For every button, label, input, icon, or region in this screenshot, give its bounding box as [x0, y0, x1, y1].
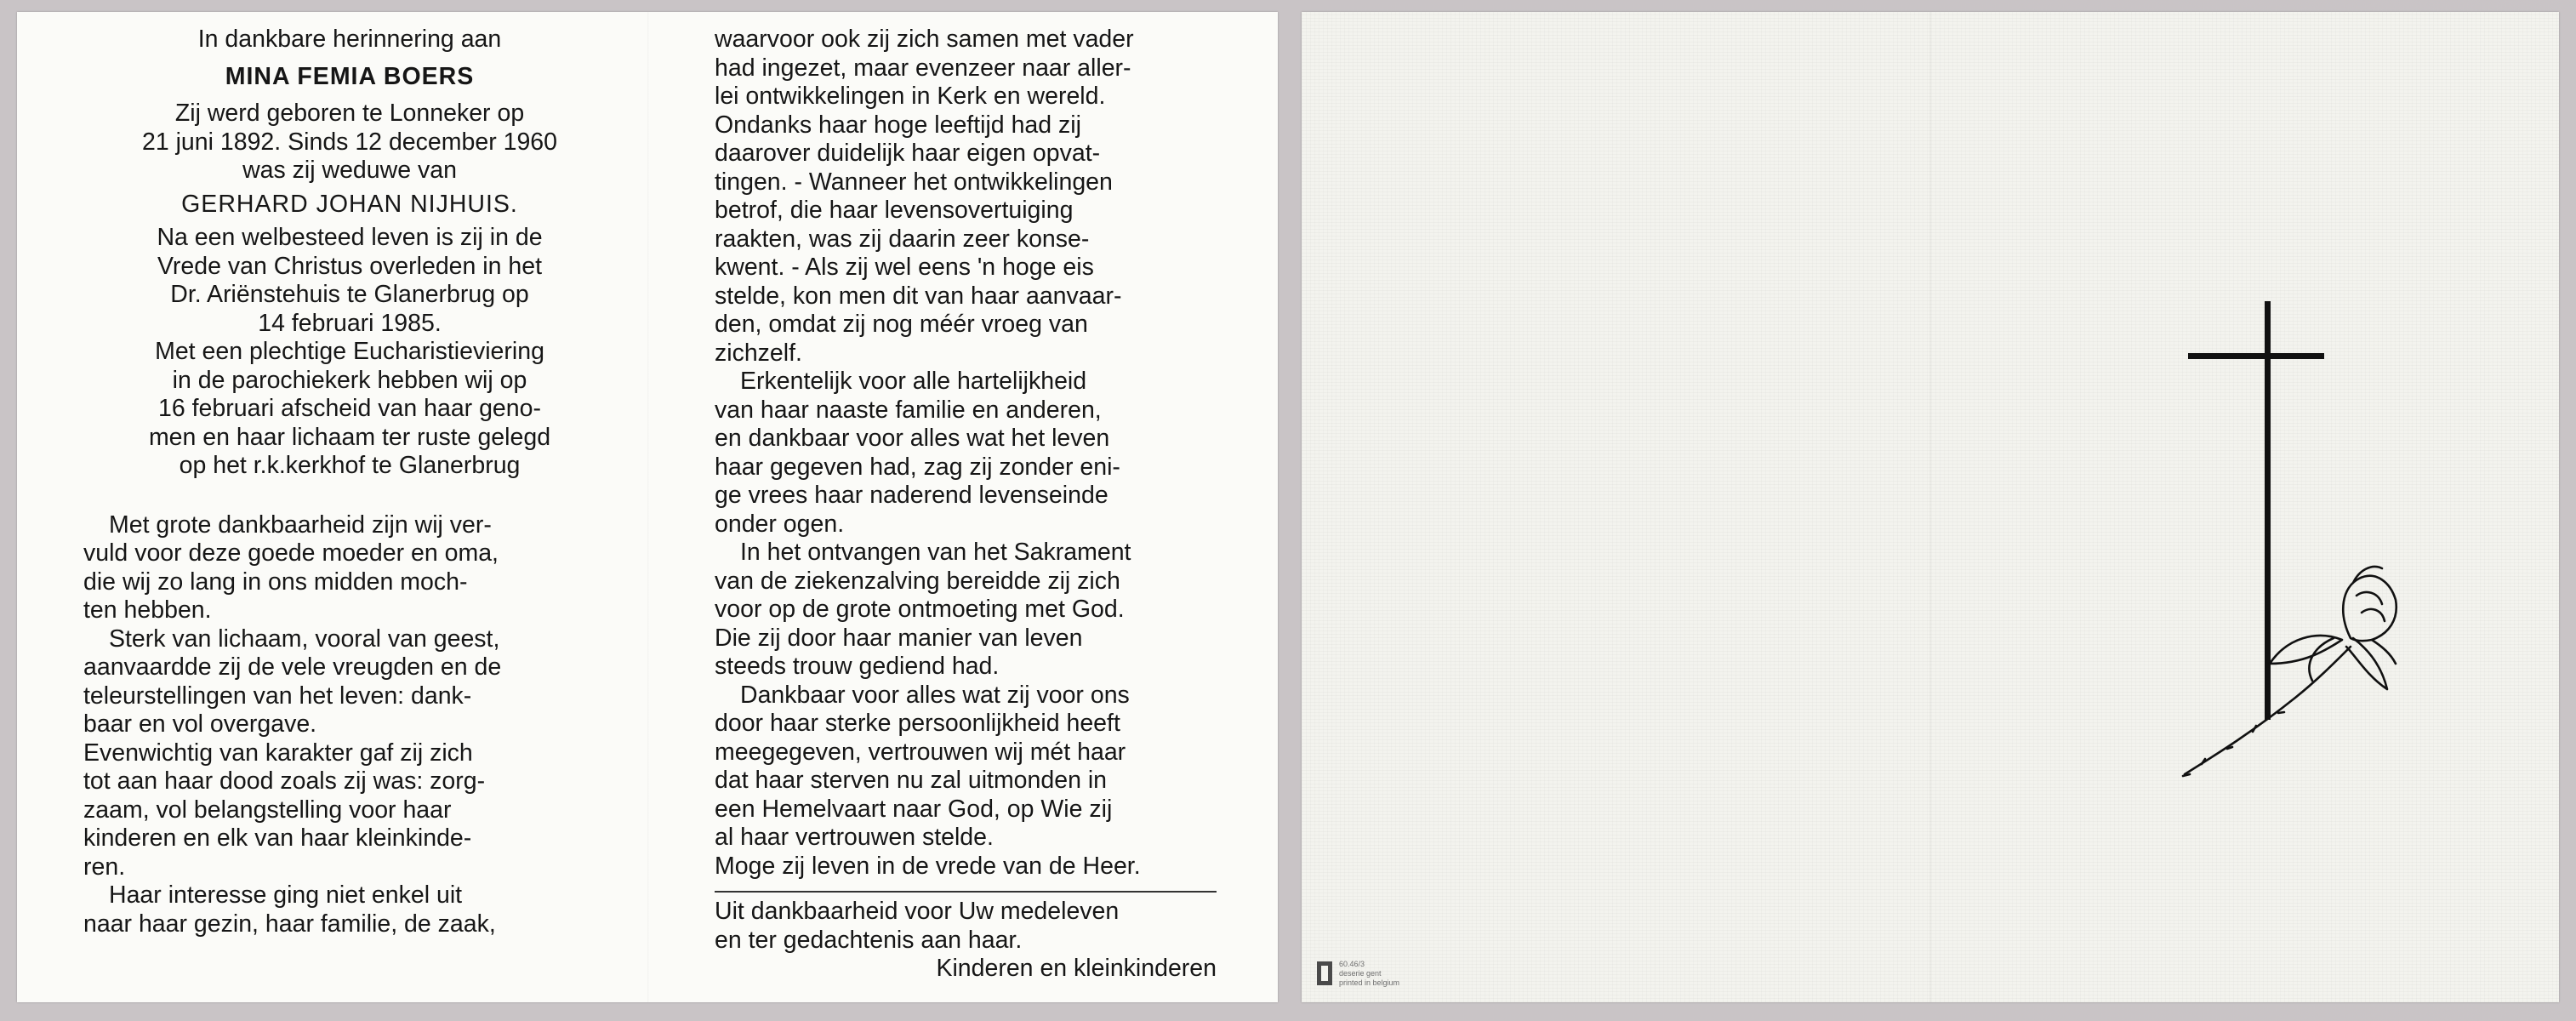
world-line-7: betrof, die haar levensovertuiging: [715, 197, 1074, 224]
gratitude-line-5: ge vrees haar naderend levenseinde: [715, 482, 1108, 509]
funeral-line-1: Met een plechtige Eucharistieviering: [155, 338, 544, 365]
character-line-2: tot aan haar dood zoals zij was: zorg-: [83, 767, 486, 795]
deceased-name: MINA FEMIA BOERS: [225, 62, 475, 90]
sacrament-line-3: voor op de grote ontmoeting met God.: [715, 596, 1125, 623]
world-line-3: lei ontwikkelingen in Kerk en wereld.: [715, 83, 1106, 110]
strength-line-4: baar en vol overgave.: [83, 710, 317, 738]
cross-icon: [2188, 301, 2324, 720]
gratitude-line-6: onder ogen.: [715, 510, 845, 538]
trust-line-3: meegegeven, vertrouwen wij mét haar: [715, 738, 1126, 766]
death-line-4: 14 februari 1985.: [258, 309, 442, 337]
sacrament-line-2: van de ziekenzalving bereidde zij zich: [715, 567, 1120, 595]
right-text-column: [715, 26, 1240, 984]
printer-code-line-3: printed in belgium: [1339, 978, 1400, 987]
tribute-line-4: ten hebben.: [83, 596, 212, 624]
world-line-4: Ondanks haar hoge leeftijd had zij: [715, 111, 1081, 139]
sacrament-line-4: Die zij door haar manier van leven: [715, 624, 1083, 652]
world-line-6: tingen. - Wanneer het ontwikkelingen: [715, 168, 1113, 196]
character-line-1: Evenwichtig van karakter gaf zij zich: [83, 739, 473, 767]
strength-line-3: teleurstellingen van het leven: dank-: [83, 682, 472, 710]
gratitude-line-1: Erkentelijk voor alle hartelijkheid: [740, 368, 1087, 395]
death-line-3: Dr. Ariënstehuis te Glanerbrug op: [170, 281, 529, 308]
world-line-2: had ingezet, maar evenzeer naar aller-: [715, 54, 1131, 82]
strength-line-1: Sterk van lichaam, vooral van geest,: [109, 625, 500, 653]
signature: Kinderen en kleinkinderen: [936, 955, 1217, 982]
funeral-line-4: men en haar lichaam ter ruste gelegd: [148, 423, 551, 451]
world-line-10: stelde, kon men dit van haar aanvaar-: [715, 282, 1122, 310]
sacrament-line-5: steeds trouw gediend had.: [715, 653, 1000, 680]
printer-code: [1317, 960, 1487, 994]
character-line-5: ren.: [83, 853, 126, 881]
closing-divider: [715, 891, 1217, 893]
closing-line-1: Uit dankbaarheid voor Uw medeleven: [715, 898, 1120, 925]
interest-line-2: naar haar gezin, haar familie, de zaak,: [83, 910, 496, 938]
birth-line-3: was zij weduwe van: [242, 157, 457, 184]
husband-name: GERHARD JOHAN NIJHUIS.: [181, 190, 518, 218]
funeral-line-5: op het r.k.kerkhof te Glanerbrug: [179, 452, 521, 479]
closing-line-2: en ter gedachtenis aan haar.: [715, 926, 1023, 954]
gratitude-line-3: en dankbaar voor alles wat het leven: [715, 425, 1110, 452]
birth-line-2: 21 juni 1892. Sinds 12 december 1960: [141, 128, 558, 156]
rose-icon: [2183, 567, 2396, 776]
tribute-line-2: vuld voor deze goede moeder en oma,: [83, 539, 499, 567]
funeral-line-3: 16 februari afscheid van haar geno-: [158, 395, 541, 422]
trust-line-4: dat haar sterven nu zal uitmonden in: [715, 767, 1108, 794]
printer-code-line-2: deserie gent: [1339, 969, 1382, 978]
trust-line-7: Moge zij leven in de vrede van de Heer.: [715, 852, 1141, 880]
character-line-3: zaam, vol belangstelling voor haar: [83, 796, 452, 824]
printer-logo-icon: [1317, 961, 1332, 985]
world-line-1: waarvoor ook zij zich samen met vader: [715, 26, 1134, 53]
tribute-line-3: die wij zo lang in ons midden moch-: [83, 568, 468, 596]
death-line-1: Na een welbesteed leven is zij in de: [157, 224, 543, 251]
strength-line-2: aanvaardde zij de vele vreugden en de: [83, 653, 502, 681]
death-line-2: Vrede van Christus overleden in het: [157, 252, 543, 280]
world-line-9: kwent. - Als zij wel eens 'n hoge eis: [715, 254, 1094, 281]
gratitude-line-4: haar gegeven had, zag zij zonder eni-: [715, 453, 1120, 481]
trust-line-2: door haar sterke persoonlijkheid heeft: [715, 710, 1120, 737]
world-line-8: raakten, was zij daarin zeer konse-: [715, 225, 1090, 253]
interest-line-1: Haar interesse ging niet enkel uit: [109, 881, 463, 909]
sacrament-line-1: In het ontvangen van het Sakrament: [740, 539, 1131, 566]
left-text-column: [83, 26, 616, 938]
character-line-4: kinderen en elk van haar kleinkinde-: [83, 824, 472, 852]
intro-line: In dankbare herinnering aan: [197, 26, 502, 53]
world-line-12: zichzelf.: [715, 339, 802, 367]
printer-code-line-1: 60.46/3: [1339, 960, 1365, 968]
trust-line-6: al haar vertrouwen stelde.: [715, 824, 994, 851]
card-inner-spread: [17, 12, 1278, 1002]
trust-line-5: een Hemelvaart naar God, op Wie zij: [715, 795, 1113, 823]
cross-and-rose-art: [2168, 289, 2448, 783]
trust-line-1: Dankbaar voor alles wat zij voor ons: [740, 681, 1130, 709]
world-line-5: daarover duidelijk haar eigen opvat-: [715, 140, 1101, 167]
world-line-11: den, omdat zij nog méér vroeg van: [715, 311, 1088, 338]
birth-line-1: Zij werd geboren te Lonneker op: [174, 100, 525, 127]
gratitude-line-2: van haar naaste familie en anderen,: [715, 396, 1102, 424]
tribute-line-1: Met grote dankbaarheid zijn wij ver-: [109, 510, 492, 539]
funeral-line-2: in de parochiekerk hebben wij op: [172, 366, 527, 394]
